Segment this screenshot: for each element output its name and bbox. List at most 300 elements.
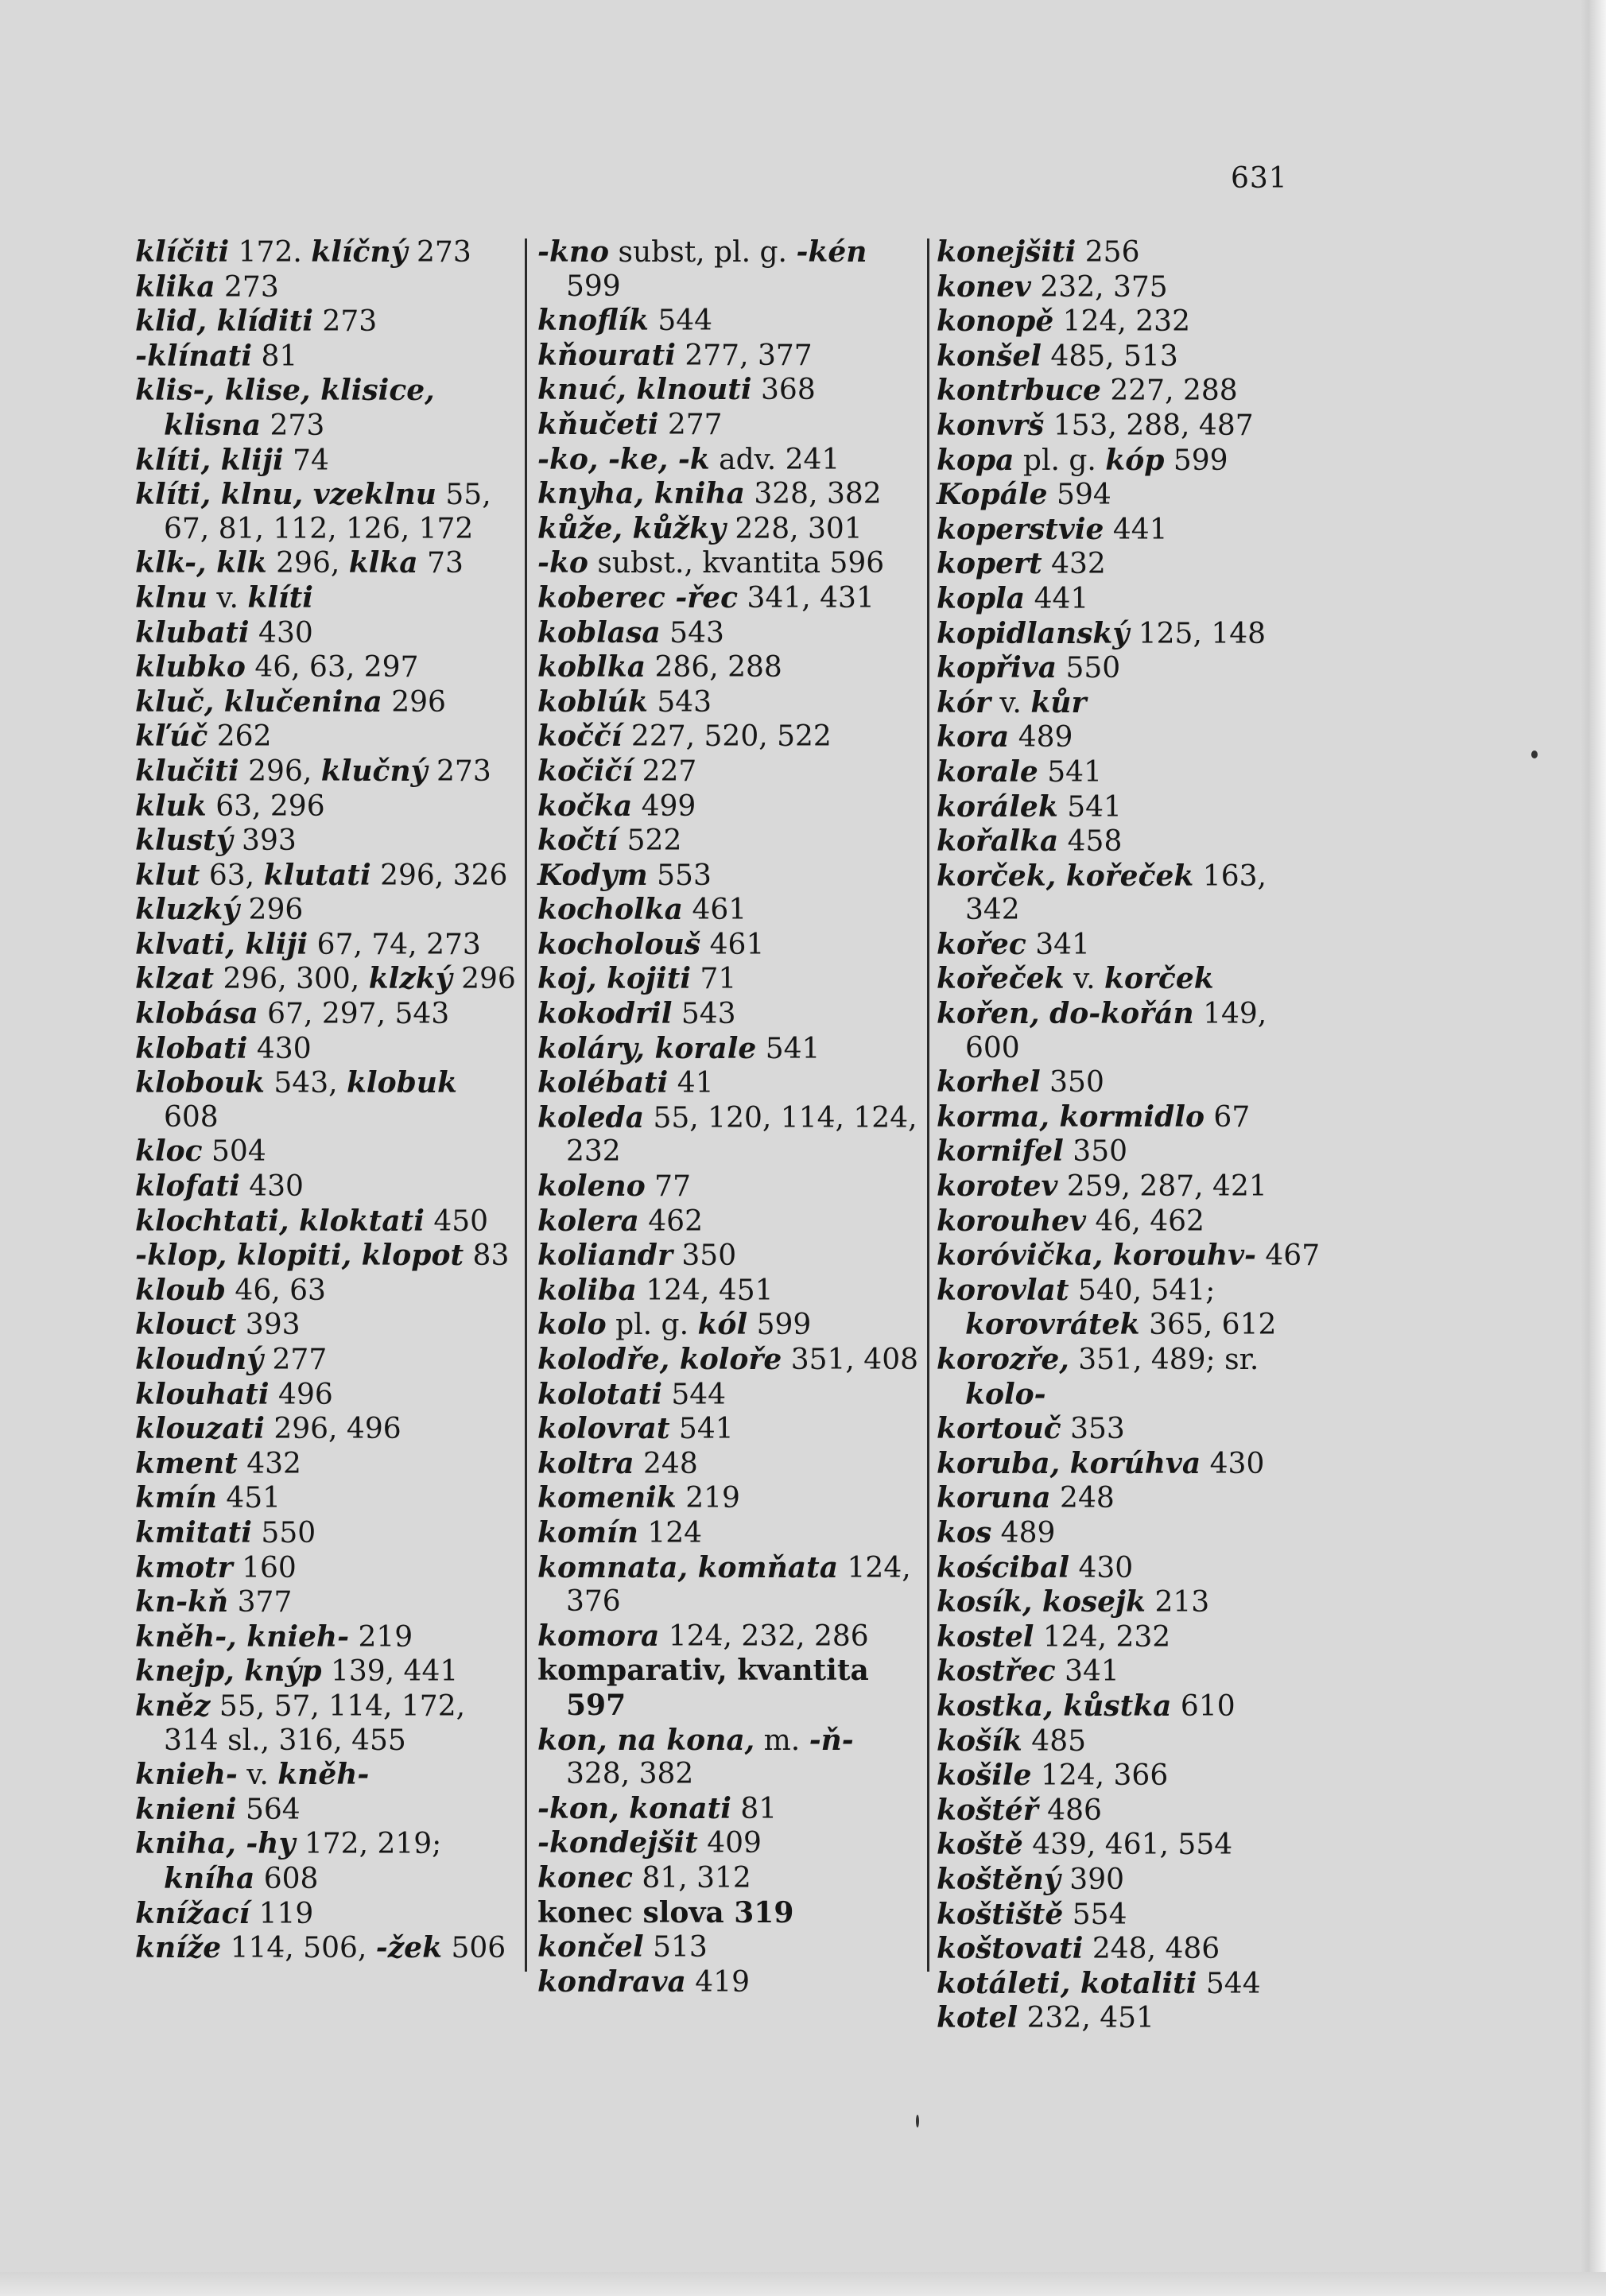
index-entry [135,1620,521,1655]
index-entry [937,1134,1326,1169]
headword: klouhati [135,1377,270,1411]
headword: klíčný [311,235,408,269]
headword: kotel [937,2001,1018,2035]
headword: kluč, klučenina [135,685,382,719]
index-entry [937,2001,1326,2036]
headword: klochtati, kloktati [135,1204,425,1238]
entry-text: 248, 486 [1083,1933,1220,1966]
headword: kluk [135,789,207,823]
headword: koštiště [937,1897,1064,1931]
entry-text: 499 [632,789,696,823]
entry-text: 273 [261,409,325,442]
entry-text: 277 [658,408,723,441]
index-entry [937,1689,1326,1724]
headword: konšel [937,339,1042,373]
entry-text: 63, 296 [206,789,325,823]
entry-text: 608 [254,1862,319,1895]
index-entry [537,685,919,720]
entry-text: 227, 520, 522 [622,720,832,754]
headword: kořen, do-kořán [937,997,1194,1031]
headword: kůr [1030,685,1087,719]
entry-text: 172, 219; [295,1828,442,1861]
headword: kloc [135,1134,203,1169]
entry-text: 430 [1201,1447,1265,1480]
index-entry [937,824,1326,859]
entry-text: 63, [200,859,264,892]
ink-speck [916,2115,919,2127]
index-entry [937,1620,1326,1655]
headword: kmín [135,1481,217,1515]
index-entry [937,547,1326,582]
entry-text: 461 [683,894,747,927]
entry-text: 296 [239,894,304,927]
index-entry [537,1516,919,1551]
headword: konec [537,1860,633,1895]
ink-speck [1531,750,1538,758]
entry-text: 543 [672,998,736,1031]
entry-text: 328, 382 [744,478,882,511]
entry-text: 277, 377 [675,339,813,372]
entry-text: 543 [660,616,724,650]
index-entry [937,651,1326,686]
entry-text: 350 [1040,1066,1104,1100]
entry-text: 213 [1146,1586,1210,1619]
entry-text: v. [237,1759,278,1792]
headword: koj, kojiti [537,962,692,996]
entry-text: 390 [1060,1863,1125,1896]
headword: kmitati [135,1515,252,1549]
entry-text: 55, 67, 81, 112, 126, 172 [164,479,491,545]
headword: kól [697,1308,748,1342]
entry-text: 441 [1104,513,1168,546]
entry-text: 67, 74, 273 [308,928,481,961]
index-entry [537,962,919,997]
headword: kostka, kůstka [937,1689,1172,1723]
headword: koberec -řec [537,580,739,615]
headword: -ň- [809,1723,854,1757]
index-entry [937,339,1326,374]
headword: kornifel [937,1134,1064,1169]
entry-text: 599 [1164,444,1228,477]
index-entry [937,374,1326,409]
entry-text: 273 [312,305,378,339]
headword: klutati [263,858,371,892]
headword: komenik [537,1481,677,1515]
headword: kolera [537,1204,639,1238]
index-entry [537,1965,919,2000]
index-entry [135,1447,521,1482]
index-entry [537,1481,919,1516]
index-entry [537,1204,919,1239]
index-entry [537,1412,919,1447]
entry-text: 41 [668,1067,714,1100]
headword: -kondejšit [537,1826,698,1860]
index-entry [537,235,919,304]
headword: kopert [937,547,1042,581]
entry-text: 55, 57, 114, 172, 314 sl., 316, 455 [164,1689,466,1757]
entry-text: 114, 506, [221,1932,376,1965]
headword: korovlat [937,1273,1069,1307]
index-column-3 [937,235,1326,2036]
headword: koštovati [937,1932,1084,1966]
headword: knieni [135,1792,237,1826]
headword: koliba [537,1273,637,1307]
index-entry [937,755,1326,790]
entry-text: 73 [417,547,464,580]
headword: koleno [537,1169,646,1204]
entry-text: 71 [691,963,737,996]
entry-text: 489 [1009,721,1073,754]
headword: klubati [135,615,250,650]
entry-text: 273 [407,236,471,269]
column-divider-left [525,239,527,1972]
entry-text: 119 [250,1897,314,1930]
headword: klika [135,270,215,304]
headword: kopa [937,443,1014,477]
entry-text: 430 [1069,1551,1134,1584]
headword: -klop, klopiti, klopot [135,1239,464,1273]
entry-text: 296, 326 [370,859,508,892]
headword: kocholouš [537,927,701,961]
headword: knejp, knýp [135,1654,322,1689]
index-entry [135,1169,521,1204]
index-entry [937,1516,1326,1551]
entry-text: 564 [236,1793,301,1826]
index-entry [135,1827,521,1896]
index-entry [937,1447,1326,1482]
headword: koliandr [537,1239,673,1273]
index-entry [937,1759,1326,1794]
headword: kůže, kůžky [537,511,726,545]
entry-text: 74 [283,444,329,477]
headword: kľúč [135,719,208,754]
headword: kolovrat [537,1412,670,1446]
entry-text: 81 [731,1792,778,1825]
headword: kment [135,1446,238,1480]
headword: kolo [537,1308,607,1342]
index-entry [537,1032,919,1067]
index-entry [937,1481,1326,1516]
index-entry [135,1758,521,1793]
index-entry [135,581,521,616]
entry-text: 461 [700,928,765,961]
index-entry [937,1654,1326,1689]
headword: koláry, korale [537,1031,757,1065]
entry-text: 419 [685,1965,750,1999]
index-entry [937,1794,1326,1829]
entry-text: 368 [751,374,816,407]
index-entry [537,1654,919,1723]
entry-text: 296 [382,685,446,719]
entry-text: 353 [1061,1413,1125,1446]
headword: kluzký [135,893,240,927]
headword: klk-, klk [135,546,267,580]
index-entry [937,1551,1326,1586]
page-edge-bottom [0,2272,1606,2296]
entry-text: 541 [669,1413,734,1446]
entry-text: 599 [566,270,621,303]
entry-text: 554 [1063,1898,1127,1931]
headword: knyha, kniha [537,477,745,511]
headword: knuć, klnouti [537,373,752,407]
entry-text: 124 [638,1516,703,1549]
entry-text: 541 [1038,755,1102,789]
entry-text: 259, 287, 421 [1057,1170,1267,1204]
index-entry [937,270,1326,305]
entry-text: 296, 300, [214,963,369,996]
headword: kopřiva [937,651,1057,685]
headword: koltra [537,1446,634,1480]
index-entry [135,616,521,651]
entry-text: 124, 232 [1034,1620,1171,1654]
headword: kořeček [937,962,1065,996]
entry-text: 541 [1057,790,1122,824]
headword: kolodře, koloře [537,1343,782,1376]
headword: koruba, korúhva [937,1446,1201,1480]
index-entry [135,962,521,997]
entry-text: 485, 513 [1041,339,1178,373]
entry-text: 350 [672,1239,737,1273]
headword: korček [1104,962,1214,996]
entry-text: 219 [676,1482,740,1515]
headword: kopla [937,581,1026,615]
entry-text: 485 [1022,1724,1086,1758]
entry-text: 365, 612 [1139,1309,1277,1342]
entry-text: 610 [1171,1689,1236,1723]
index-entry [937,1204,1326,1239]
index-entry [135,1412,521,1447]
index-entry [537,1378,919,1413]
column-divider-right [927,239,929,1972]
index-column-2 [537,235,919,1999]
index-entry [537,1274,919,1309]
index-entry [537,616,919,651]
entry-text: 256 [1076,236,1140,269]
entry-text: 46, 63, 297 [245,651,419,685]
entry-text: 450 [424,1204,489,1238]
index-entry [937,1239,1326,1274]
index-entry [937,1585,1326,1620]
headword: kostel [937,1619,1034,1654]
headword: kolotati [537,1377,662,1411]
headword: kon, na kona, [537,1723,755,1757]
index-entry [135,1239,521,1274]
headword: kocholka [537,893,684,927]
headword: klobouk [135,1066,265,1100]
headword: kór [937,685,991,719]
index-entry [537,1826,919,1861]
index-entry [537,1724,919,1792]
index-entry [135,1066,521,1134]
entry-text: 149, 600 [965,998,1267,1065]
entry-text: 227, 288 [1100,374,1238,408]
headword: kloudný [135,1343,264,1376]
entry-text: v. [990,686,1031,719]
index-entry [135,650,521,685]
headword: knížací [135,1896,250,1930]
headword: konopě [937,304,1054,339]
entry-text: 124, 232 [1053,305,1190,339]
index-entry [937,1343,1326,1412]
headword: klučný [320,754,428,788]
index-entry [937,1724,1326,1759]
index-entry [135,546,521,581]
entry-text: 393 [236,1309,301,1342]
headword: kmotr [135,1550,233,1584]
headword: klobása [135,997,258,1031]
entry-text: 544 [648,304,713,338]
entry-text: 341, 431 [738,581,875,615]
index-entry [937,513,1326,548]
headword: kniha, -hy [135,1827,296,1861]
entry-text: 277 [263,1344,328,1376]
headword: klzat [135,962,215,996]
headword: kloub [135,1273,226,1307]
index-entry [135,1134,521,1169]
entry-text: 55, 120, 114, 124, 232 [566,1101,917,1169]
index-entry [937,478,1326,513]
index-entry [937,1967,1326,2002]
headword: kočka [537,789,633,823]
index-entry [135,1551,521,1586]
entry-text: 540, 541; [1069,1274,1216,1307]
headword: košík [937,1724,1022,1758]
entry-text: 139, 441 [321,1655,459,1689]
headword: komín [537,1515,638,1549]
index-entry [537,443,919,478]
index-entry [135,1689,521,1758]
headword: korale [937,754,1038,789]
entry-text: 153, 288, 487 [1044,409,1254,442]
headword: kos [937,1515,992,1549]
index-entry [135,1274,521,1309]
headword: končel [537,1930,644,1964]
headword: košile [937,1759,1032,1793]
headword: Kopále [937,478,1048,512]
headword: kníže [135,1931,222,1965]
headword: kóp [1105,443,1165,477]
entry-text: 67, 297, 543 [258,998,450,1031]
index-entry [135,339,521,374]
index-entry [135,1032,521,1067]
entry-text: 46, 462 [1086,1204,1204,1238]
index-entry [937,1100,1326,1135]
index-entry [135,1343,521,1378]
index-column-1 [135,235,521,1966]
entry-text: 439, 461, 554 [1022,1829,1233,1862]
entry-text: 393 [232,824,297,858]
headword: -kno [537,235,610,269]
index-entry [537,1343,919,1378]
headword: koruna [937,1481,1051,1515]
index-entry [135,789,521,824]
entry-text: 273 [215,270,279,304]
entry-text: 550 [1057,652,1121,685]
index-entry [135,719,521,754]
index-entry [537,1861,919,1896]
entry-text: 430 [247,1032,312,1065]
page-number: 631 [1231,162,1288,195]
entry-text: 77 [645,1170,691,1204]
entry-text: adv. 241 [709,443,840,476]
index-entry [135,824,521,859]
headword: korček, kořeček [937,859,1194,893]
index-entry [937,235,1326,270]
index-entry [937,962,1326,997]
headword: korouhev [937,1204,1087,1238]
entry-text: 172. [229,236,312,269]
entry-text: 599 [747,1309,812,1342]
headword: kněh- [277,1758,370,1792]
entry-text: 506 [442,1932,506,1965]
headword: -ko, -ke, -k [537,442,710,476]
entry-text: 522 [618,824,682,858]
index-entry [537,1619,919,1654]
index-entry [537,893,919,928]
headword: klzký [368,962,452,996]
index-entry [537,477,919,512]
headword: klučiti [135,754,239,788]
entry-text: 296, 496 [264,1413,402,1446]
index-entry [537,546,919,581]
index-entry [937,1412,1326,1447]
headword: -kén [796,235,867,269]
entry-text: 262 [208,720,272,754]
entry-text: 550 [251,1516,316,1549]
headword: korhel [937,1065,1041,1100]
headword: klíti [247,580,313,615]
headword: -žek [375,1931,443,1965]
entry-text: pl. g. [1014,444,1106,477]
entry-text: 341 [1055,1655,1119,1689]
headword: kořalka [937,824,1059,859]
headword: klid, klíditi [135,304,313,339]
headword: klouzati [135,1412,265,1446]
index-entry [937,1065,1326,1100]
headword: kněh-, knieh- [135,1619,350,1654]
entry-text: 496 [269,1378,333,1411]
headword: kotáleti, kotaliti [937,1966,1197,2000]
entry-text: 163, 342 [965,859,1267,927]
index-entry [135,374,521,443]
headword: klobuk [346,1066,457,1100]
headword: -klínati [135,339,253,373]
entry-text: 544 [661,1378,727,1411]
entry-text: 462 [638,1204,703,1238]
entry-text: 328, 382 [566,1758,694,1791]
headword: kosík, kosejk [937,1585,1146,1619]
index-entry [937,1274,1326,1343]
entry-text: 451 [216,1482,281,1515]
entry-text: 432 [1042,548,1106,581]
headword: Kodym [537,858,648,892]
headword: koblasa [537,615,661,650]
headword: kočičí [537,754,634,788]
headword: kníha [164,1861,255,1895]
entry-text: 296, [266,547,349,580]
index-entry [537,408,919,443]
entry-text: pl. g. [606,1309,698,1342]
index-entry [537,304,919,339]
entry-text: 67 [1204,1100,1251,1134]
index-entry [537,373,919,408]
headword: konvrš [937,408,1045,442]
index-entry [135,1585,521,1620]
index-entry [537,1239,919,1274]
entry-text: 350 [1063,1135,1127,1169]
index-entry [135,1516,521,1551]
index-entry [937,409,1326,444]
